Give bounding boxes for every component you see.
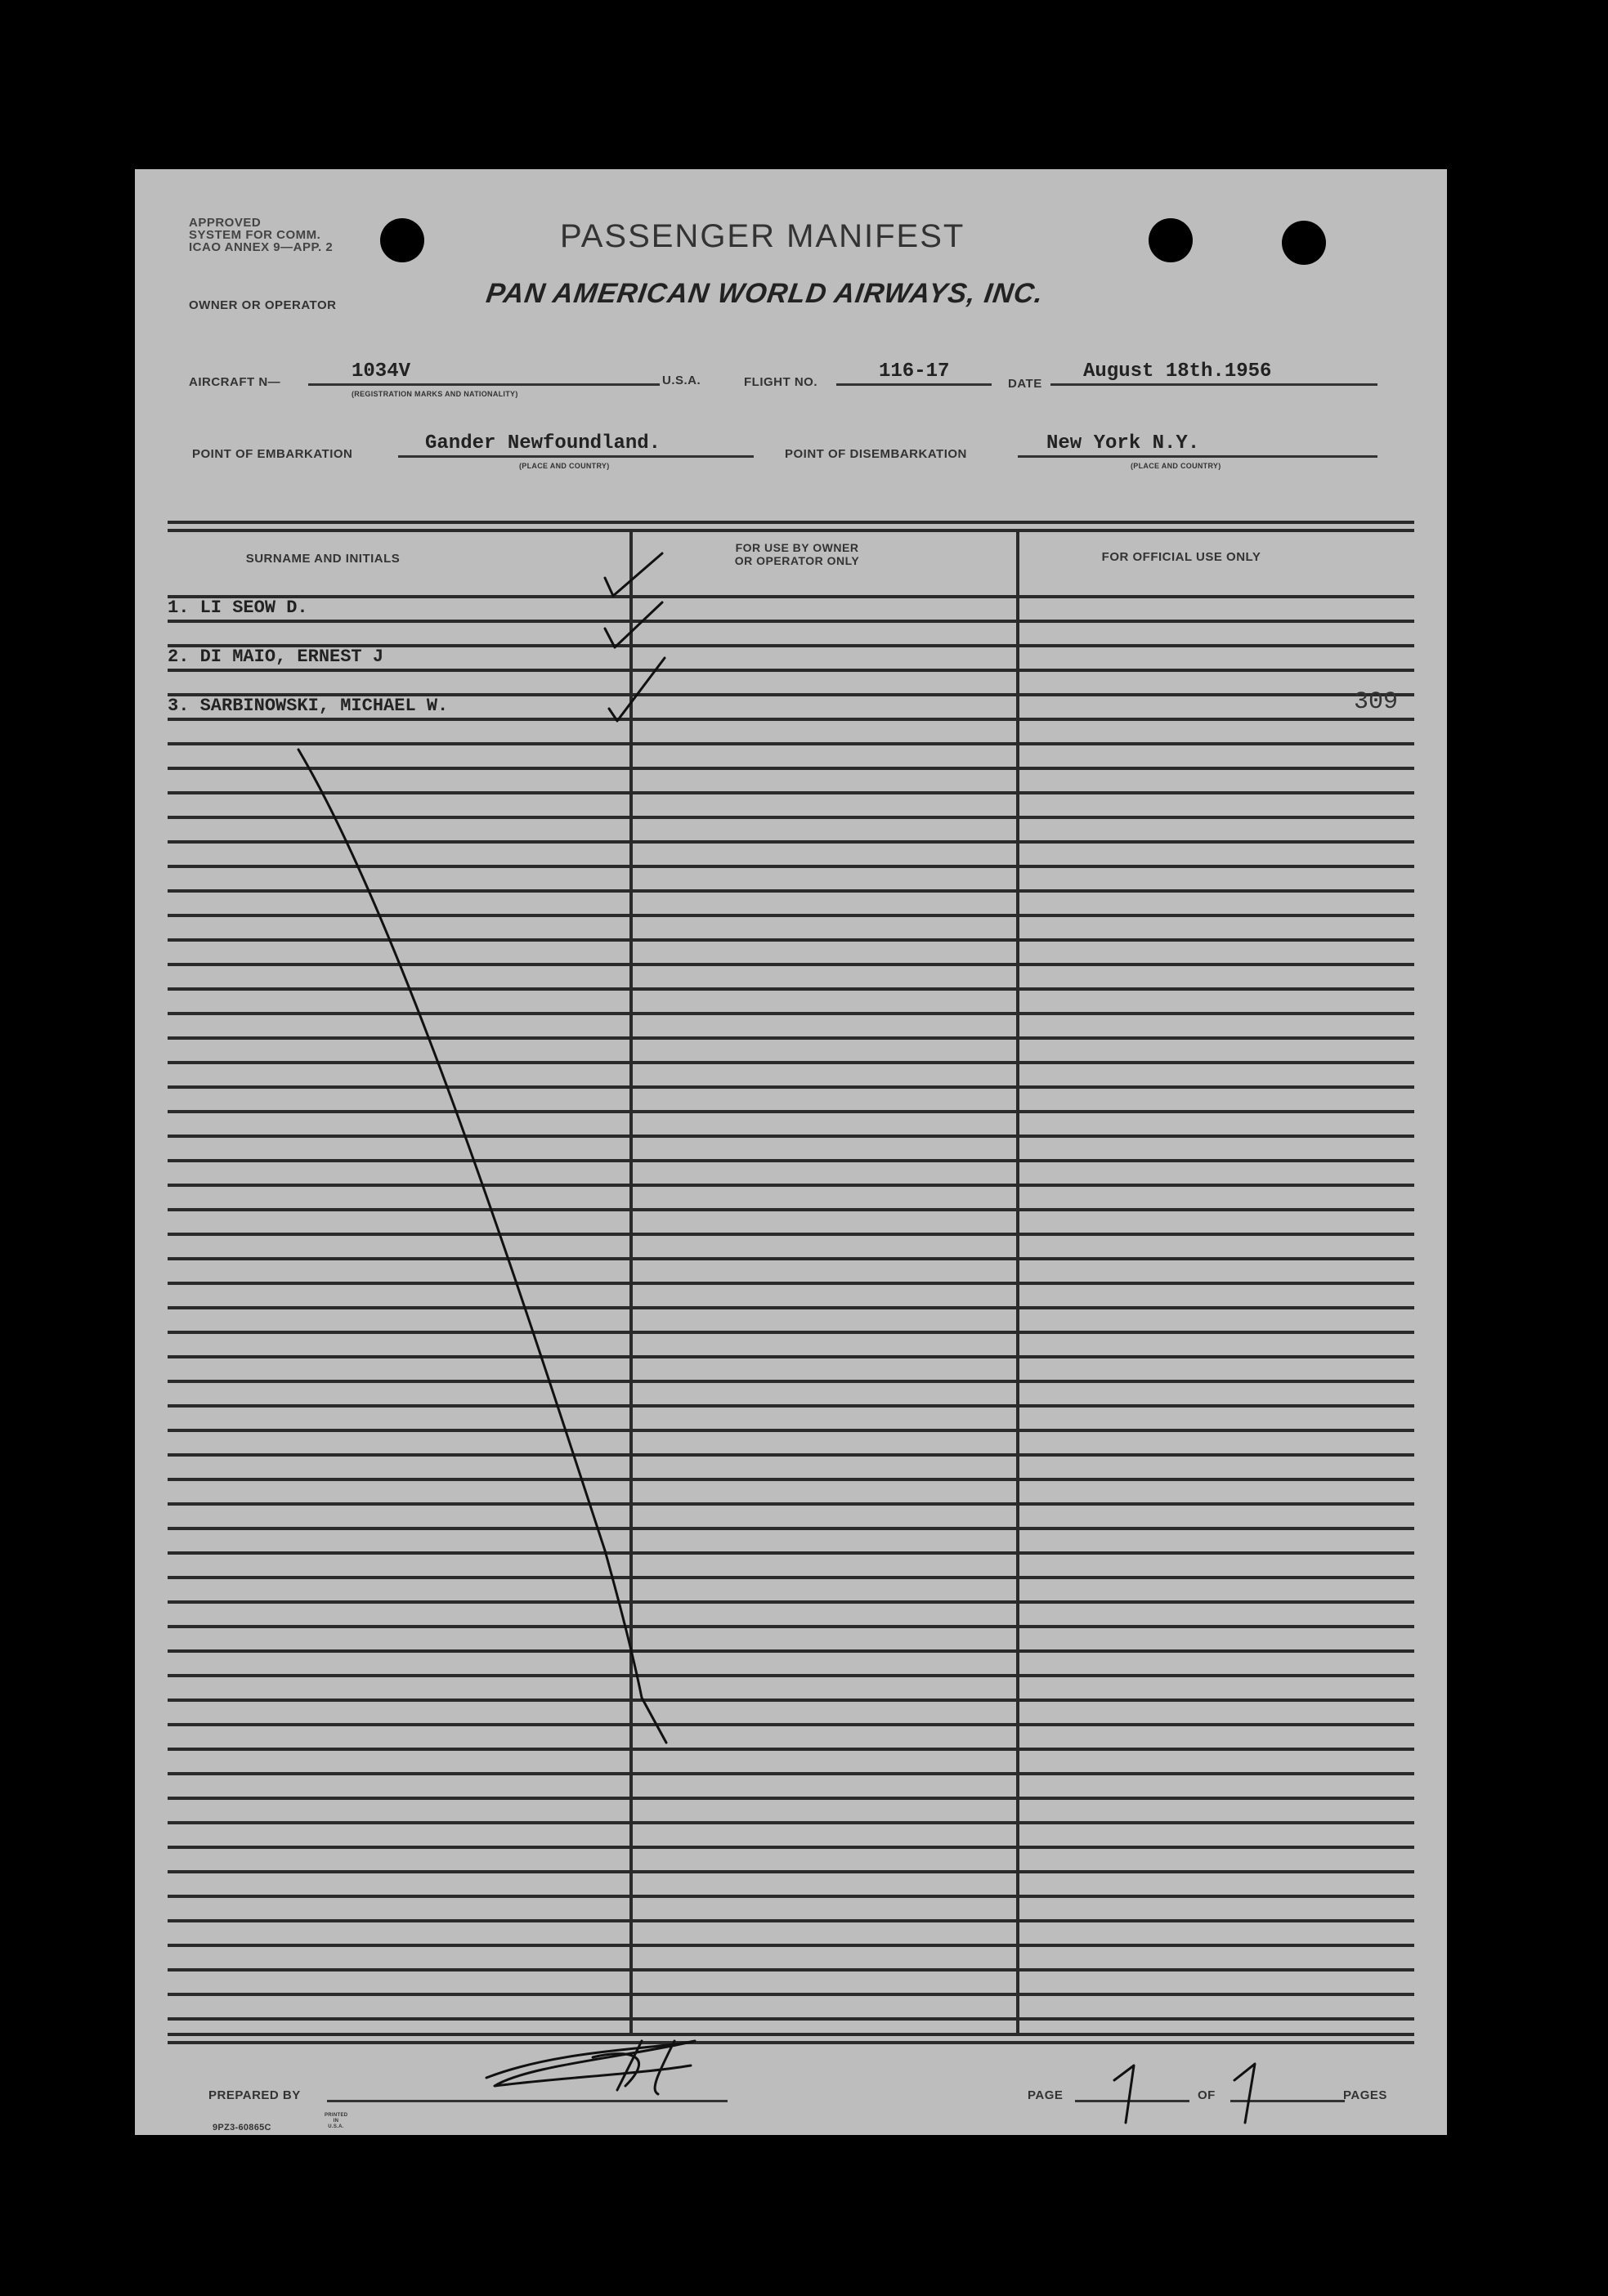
embark-sublabel: (PLACE AND COUNTRY) [519, 462, 610, 470]
prepared-by-signature [486, 2041, 695, 2094]
approval-line: SYSTEM FOR COMM. [189, 228, 321, 242]
passenger-name: 1. LI SEOW D. [168, 597, 308, 618]
void-line [298, 750, 666, 1743]
check-mark [609, 658, 665, 721]
approval-line: ICAO ANNEX 9—APP. 2 [189, 240, 334, 254]
col-header-owner-line: FOR USE BY OWNER [735, 541, 859, 554]
pages-label: PAGES [1343, 2088, 1387, 2102]
date-label: DATE [1008, 377, 1042, 391]
page-label: PAGE [1028, 2088, 1064, 2102]
aircraft-label: AIRCRAFT N— [189, 375, 281, 389]
disembark-sublabel: (PLACE AND COUNTRY) [1131, 462, 1221, 470]
disembark-label: POINT OF DISEMBARKATION [785, 447, 967, 461]
total-pages-handwritten [1234, 2064, 1255, 2123]
page-number-handwritten [1114, 2066, 1134, 2123]
aircraft-value: 1034V [352, 360, 411, 383]
embark-value: Gander Newfoundland. [425, 432, 661, 454]
passenger-name: 2. DI MAIO, ERNEST J [168, 647, 384, 667]
approval-line: APPROVED [189, 216, 262, 230]
flight-label: FLIGHT NO. [744, 375, 817, 389]
flight-value: 116-17 [879, 360, 950, 383]
passenger-name: 3. SARBINOWSKI, MICHAEL W. [168, 696, 449, 716]
embark-label: POINT OF EMBARKATION [192, 447, 353, 461]
prepared-by-label: PREPARED BY [208, 2088, 301, 2102]
printer-mark: PRINTED IN U.S.A. [325, 2113, 348, 2129]
disembark-value: New York N.Y. [1046, 432, 1200, 454]
col-header-surname: SURNAME AND INITIALS [245, 552, 401, 566]
col-header-official: FOR OFFICIAL USE ONLY [1101, 550, 1261, 564]
check-mark [605, 602, 662, 647]
of-label: OF [1198, 2088, 1216, 2102]
form-number: 9PZ3-60865C [213, 2123, 271, 2133]
date-value: August 18th.1956 [1083, 360, 1272, 383]
owner-label: OWNER OR OPERATOR [189, 298, 337, 312]
page-title: PASSENGER MANIFEST [560, 218, 965, 254]
owner-value: PAN AMERICAN WORLD AIRWAYS, INC. [484, 278, 1046, 309]
official-entry: 309 [1353, 688, 1398, 716]
col-header-owner-line: OR OPERATOR ONLY [734, 554, 860, 567]
usa-label: U.S.A. [662, 374, 701, 387]
handwriting-overlay [135, 169, 1447, 2135]
aircraft-sublabel: (REGISTRATION MARKS AND NATIONALITY) [352, 390, 518, 398]
check-mark [605, 553, 662, 596]
manifest-sheet [135, 169, 1447, 2135]
